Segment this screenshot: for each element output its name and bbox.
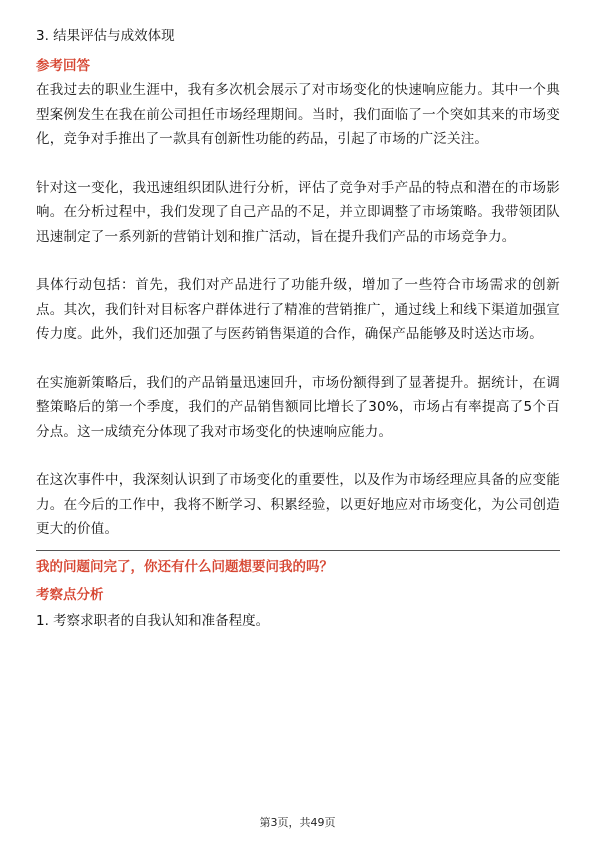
page-content	[36, 26, 560, 631]
answer-paragraph-1: 在我过去的职业生涯中，我有多次机会展示了对市场变化的快速响应能力。其中一个典型案例发生在我在前公司担任市场经理期间。当时，我们面临了一个突如其来的市场变化，竞争对手推出了一款具有创新性功能的药品，引起了市场的广泛关注。	[36, 82, 560, 147]
next-question: 我的问题问完了，你还有什么问题想要问我的吗？	[36, 558, 333, 575]
answer-paragraph-2: 针对这一变化，我迅速组织团队进行分析，评估了竞争对手产品的特点和潜在的市场影响。在分析过程中，我们发现了自己产品的不足，并立即调整了市场策略。我带领团队迅速制定了一系列新的营销计划和推广活动，旨在提升我们产品的市场竞争力。	[36, 179, 560, 245]
section-divider	[36, 550, 560, 551]
answer-paragraph-3: 具体行动包括：首先，我们对产品进行了功能升级，增加了一些符合市场需求的创新点。其次，我们针对目标客户群体进行了精准的营销推广，通过线上和线下渠道加强宣传力度。此外，我们还加强了与医药销售渠道的合作，确保产品能够及时送达市场。	[36, 277, 560, 342]
answer-paragraph-5: 在这次事件中，我深刻认识到了市场变化的重要性，以及作为市场经理应具备的应变能力。在今后的工作中，我将不断学习、积累经验，以更好地应对市场变化，为公司创造更大的价值。	[36, 472, 560, 537]
reference-answer-label: 参考回答	[36, 58, 90, 74]
section-heading: 3. 结果评估与成效体现	[36, 28, 175, 44]
analysis-point-1: 1. 考察求职者的自我认知和准备程度。	[36, 612, 270, 629]
page-footer: 第3页，共49页	[259, 816, 336, 829]
answer-paragraph-4: 在实施新策略后，我们的产品销量迅速回升，市场份额得到了显著提升。据统计，在调整策略后的第一个季度，我们的产品销售额同比增长了30%，市场占有率提高了5个百分点。这一成绩充分体现了我对市场变化的快速响应能力。	[36, 374, 560, 440]
analysis-label: 考察点分析	[36, 586, 104, 603]
